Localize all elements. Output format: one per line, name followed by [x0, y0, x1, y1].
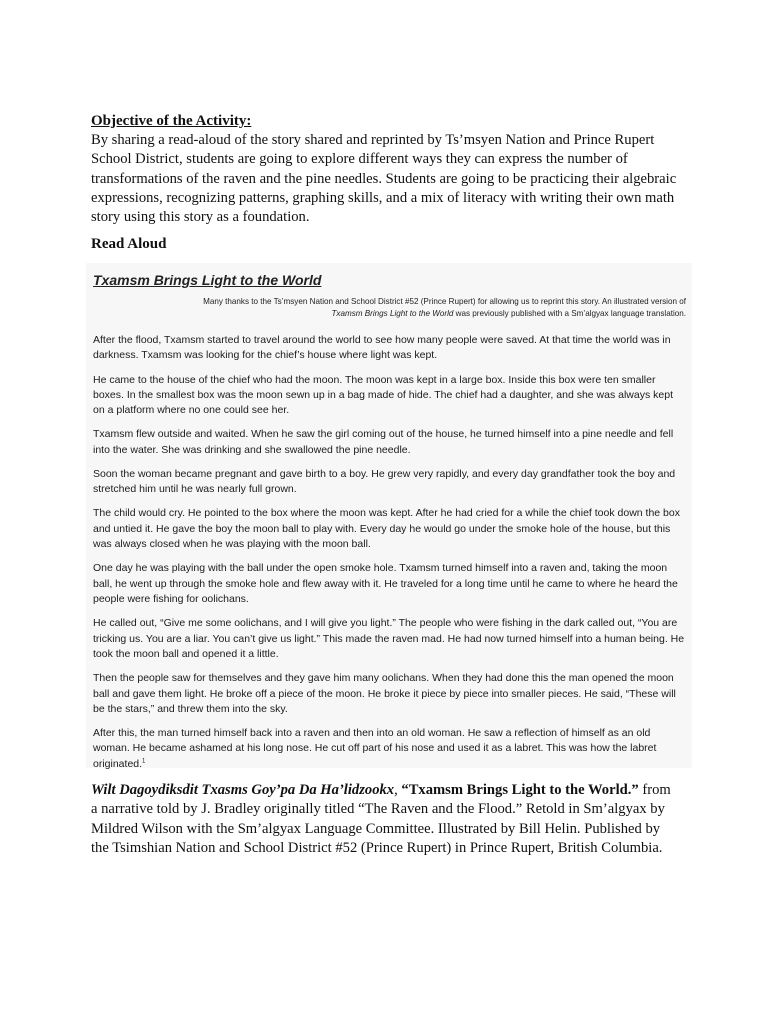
story-paragraph: One day he was playing with the ball under the open smoke hole. Txamsm turned himself into a raven and, taking the moon ball, he went up through the smoke hole and flew away with it. He traveled for a long time until he came to where he heard the people were fishing for oolichans. [93, 562, 678, 606]
story-paragraph: The child would cry. He pointed to the box where the moon was kept. After he had cried for a while the chief took down the box and untied it. He gave the boy the moon ball to play with. Every day he would go under the smoke hole of the house, but this was always closed when he was playing with the moon ball. [93, 507, 680, 551]
story-credit-suffix: was previously published with a Sm’algyax language translation. [455, 308, 686, 318]
citation [91, 781, 671, 858]
story-paragraph: Then the people saw for themselves and they gave him many oolichans. When they had done this the man opened the moon ball and gave them light. He broke off a piece of the moon. He broke it piece by piece into smaller pieces. He said, “These will be the stars,” and threw them into the sky. [93, 672, 676, 715]
citation-body: from a narrative told by J. Bradley originally titled “The Raven and the Flood.” Retold in Sm’algyax by Mildred Wilson with the Sm’algyax Language Committee. Illustrated by Bill Helin. Published by the Tsimshian Nation and School District #52 (Prince Rupert) in Prince Rupert, British Columbia. [91, 782, 671, 856]
story-excerpt [86, 263, 692, 768]
citation-title: Wilt Dagoydiksdit Txasms Goy’pa Da Ha’lidzookx [91, 782, 395, 798]
read-aloud-heading: Read Aloud [91, 236, 167, 252]
story-paragraph: He called out, “Give me some oolichans, and I will give you light.” The people who were fishing in the dark called out, “You are tricking us. You are a liar. You can’t give us light.” This made the raven mad. He had now turned himself into a human being. He took the moon ball and opened it a little. [93, 617, 685, 661]
story-title: Txamsm Brings Light to the World [93, 272, 322, 288]
story-paragraph: Soon the woman became pregnant and gave birth to a boy. He grew very rapidly, and every day grandfather took the boy and stretched him until he was nearly full grown. [93, 467, 676, 496]
story-paragraph: He came to the house of the chief who had the moon. The moon was kept in a large box. Inside this box were ten smaller boxes. In the smallest box was the moon sewn up in a bag made of hide. The chief had a daughter, and she was always kept on a platform where no one could see her. [93, 373, 673, 417]
story-paragraph-text: After this, the man turned himself back into a raven and then into an old woman. He saw a reflection of himself as an old woman. He became ashamed at his long nose. He cut off part of his nose and used it as a labret. This was how the labret originated. [93, 727, 657, 770]
citation-quoted-title: “Txamsm Brings Light to the World.” [401, 782, 639, 798]
objective-body: By sharing a read-aloud of the story shared and reprinted by Ts’msyen Nation and Prince Rupert School District, students are going to explore different ways they can express the number of transformations of the raven and the pine needles. Students are going to be practicing their algebraic expressions, recognizing patterns, graphing skills, and a mix of literacy with writing their own math story using this story as a foundation. [91, 132, 677, 226]
story-paragraphs [93, 333, 687, 781]
objective-heading: Objective of the Activity: [91, 113, 252, 129]
footnote-marker: 1 [142, 758, 146, 765]
story-credit-title: Txamsm Brings Light to the World [331, 308, 454, 318]
story-paragraph: Txamsm flew outside and waited. When he saw the girl coming out of the house, he turned himself into a pine needle and fell into the water. She was drinking and she swallowed the pine needle. [93, 428, 674, 456]
citation-separator: , [394, 782, 402, 798]
objective-section [91, 111, 691, 227]
story-paragraph-last [93, 726, 687, 772]
story-credit-prefix: Many thanks to the Ts’msyen Nation and School District #52 (Prince Rupert) for allowing us to reprint this story. An illustrated version of [203, 297, 686, 306]
story-paragraph: After the flood, Txamsm started to travel around the world to see how many people were saved. At that time the world was in darkness. Txamsm was looking for the chief’s house where light was kept. [93, 334, 671, 362]
story-credit [116, 296, 686, 319]
